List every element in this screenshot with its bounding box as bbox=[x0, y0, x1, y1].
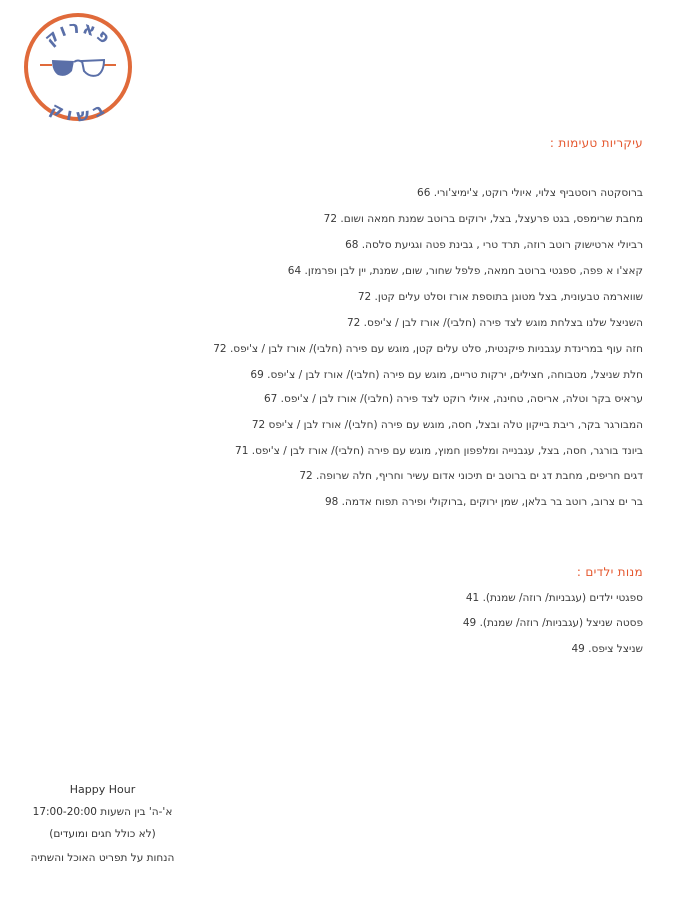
happy-hour-title: Happy Hour bbox=[69, 783, 136, 796]
menu-item: רביולי ארטישוק רוטב רוזה, תרד טרי , גבינת פטה וגגיעת סלסה. 68 bbox=[345, 239, 643, 251]
menu-item: ברוסקטה רוסטביף צלוי, איולי רוקט, צ'ימיצ'ורי. 66 bbox=[417, 187, 643, 199]
menu-item: שניצל ציפס. 49 bbox=[571, 643, 643, 655]
logo-top-text: פארוק bbox=[40, 17, 116, 50]
menu-item: דגים חריפים, מחבת דג ים ברוטב ים תיכוני אדום עשיר וחריף, חלה שרופה. 72 bbox=[299, 470, 643, 482]
menu-item: עראיס בקר וטלה, אריסה, טחינה, איולי רוקט לצד פירה (חלבי)/ אורז לבן / צ'יפס. 67 bbox=[263, 393, 643, 405]
menu-item: המבורגר בקר, ריבת בייקון טלה ובצל, חסה, מוגש עם פירה (חלבי)/ אורז לבן / צ'יפס 72 bbox=[251, 419, 643, 431]
menu-item: ביונד בורגר, חסה, בצל, עגבנייה ומלפפון חמוץ, מוגש עם פירה (חלבי)/ אורז לבן / צ'יפס. 71 bbox=[235, 445, 643, 457]
happy-hour-days: א'-ה' בין השעות 17:00-20:00 bbox=[32, 806, 173, 818]
menu-item: ספגטי ילדים (עגבניות/ רוזה/ שמנת). 41 bbox=[465, 592, 643, 604]
menu-item: מחבת שרימפס, בגט פרעצל, בצל, ירוקים ברוטב שמנת חמאה ושום. 72 bbox=[323, 213, 643, 225]
menu-item: בר ים צרוב, רוטב בר בלאן, שמן ירוקים ,ברוקולי ופירה תפוח אדמה. 98 bbox=[324, 496, 643, 508]
happy-hour-discount: הנחות על תפריט האוכל והשתיה bbox=[30, 852, 175, 864]
menu-item: קאצ'ו א פפה, ספגטי ברוטב חמאה, פלפל שחור, שום, שמנת, יין לבן ופרמזן. 64 bbox=[287, 265, 643, 277]
menu-item: חלת שניצל, מטבוחה, חצילים, ירקות טריים, מוגש עם פירה (חלבי)/ אורז לבן / צ'יפס. 69 bbox=[250, 369, 643, 381]
sunglasses-icon bbox=[40, 60, 116, 76]
menu-item: חזה עוף במרינדת עגבניות פיקנטית, סלט עלים קטן, מוגש עם פירה (חלבי)/ אורז לבן / צ'יפס. 72 bbox=[213, 343, 643, 355]
logo-bottom-text: בשוק bbox=[46, 98, 110, 123]
menu-item: שווארמה טבעונית, בצל מטוגן בתוספת אורז וסלט עלים קטן. 72 bbox=[357, 291, 643, 303]
menu-item: השניצל שלנו בצלחת מוגש לצד פירה (חלבי)/ אורז לבן / צ'יפס. 72 bbox=[346, 317, 643, 329]
restaurant-logo bbox=[22, 11, 134, 123]
kids-section-title: מנות ילדים : bbox=[576, 565, 643, 579]
menu-item: פסטה שניצל (עגבניות/ רוזה/ שמנת). 49 bbox=[462, 617, 643, 629]
mains-section-title: עיקריות טעימות : bbox=[549, 136, 643, 150]
happy-hour-exclusion: (לא כולל חגים ומועדים) bbox=[49, 828, 156, 840]
